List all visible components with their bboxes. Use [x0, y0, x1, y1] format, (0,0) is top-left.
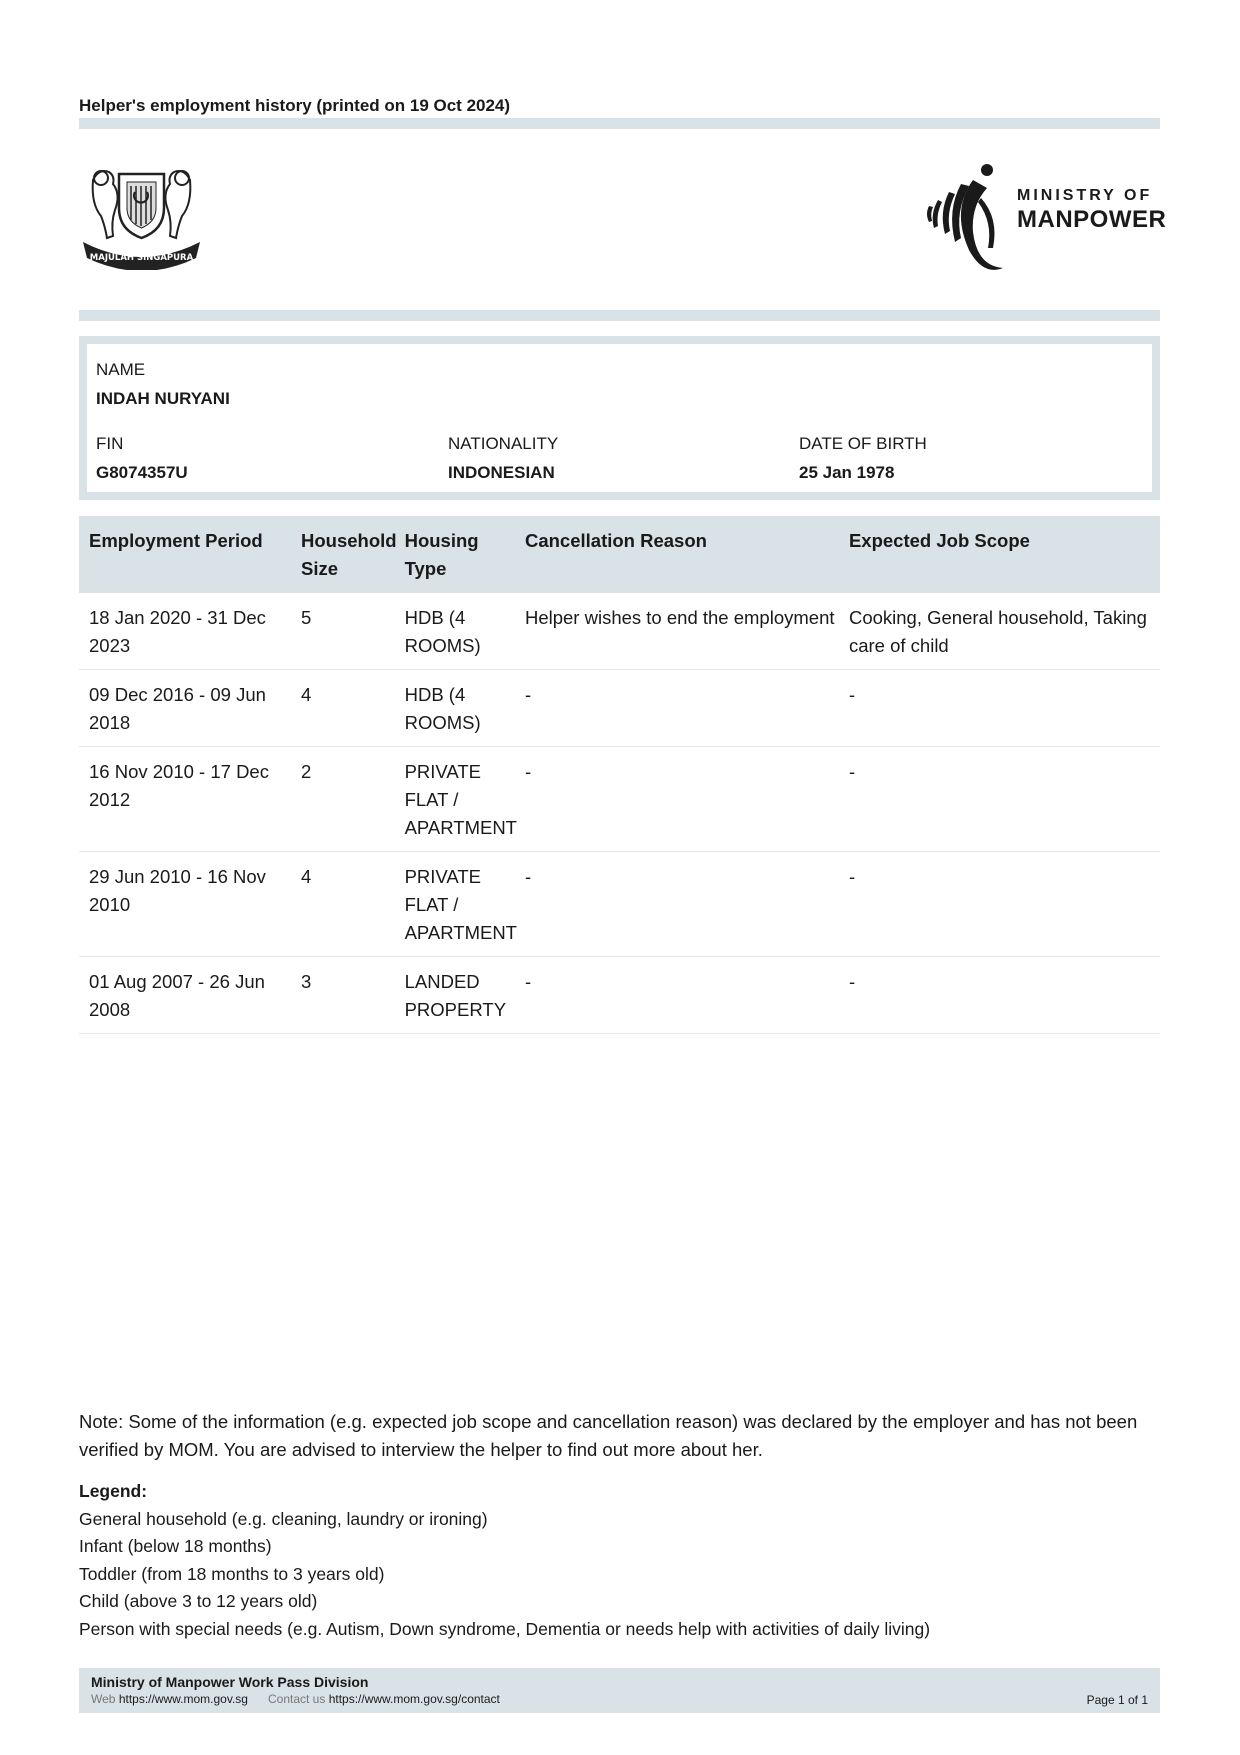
page-number: Page 1 of 1 — [1086, 1693, 1148, 1707]
legend-item: Infant (below 18 months) — [79, 1536, 272, 1556]
cell-expected-job-scope: - — [849, 747, 1160, 852]
cell-housing-type: PRIVATE FLAT / APARTMENT — [405, 852, 525, 957]
header-expected-job-scope: Expected Job Scope — [848, 530, 1030, 551]
table-row — [79, 747, 1160, 852]
mom-emblem-icon — [925, 158, 1015, 276]
legend-item: Child (above 3 to 12 years old) — [79, 1591, 318, 1611]
ministry-of-manpower-logo — [925, 158, 1167, 276]
footer-web-link[interactable]: https://www.mom.gov.sg — [118, 1692, 248, 1706]
cell-housing-type: HDB (4 ROOMS) — [405, 593, 525, 670]
cell-expected-job-scope: - — [849, 670, 1160, 747]
cell-housing-type: PRIVATE FLAT / APARTMENT — [405, 747, 525, 852]
fin-field — [96, 434, 188, 483]
cell-expected-job-scope: Cooking, General household, Taking care of child — [849, 593, 1160, 670]
cell-expected-job-scope: - — [849, 957, 1160, 1034]
cell-cancellation-reason: Helper wishes to end the employment — [525, 593, 849, 670]
dob-value: 25 Jan 1978 — [799, 463, 895, 482]
table-header-row — [79, 516, 1160, 593]
cell-cancellation-reason: - — [525, 670, 849, 747]
legend-item: Toddler (from 18 months to 3 years old) — [79, 1563, 385, 1584]
name-value: INDAH NURYANI — [96, 389, 230, 408]
legend — [79, 1478, 930, 1643]
logo-ministry-of: MINISTRY OF — [1017, 187, 1153, 204]
footer-organization: Ministry of Manpower Work Pass Division — [91, 1674, 369, 1690]
header-cancellation-reason: Cancellation Reason — [524, 530, 707, 551]
fin-value: G8074357U — [96, 463, 188, 482]
legend-item: General household (e.g. cleaning, laundry or ironing) — [79, 1508, 488, 1529]
cell-cancellation-reason: - — [525, 747, 849, 852]
table-row — [79, 957, 1160, 1034]
nationality-label: NATIONALITY — [448, 434, 559, 453]
top-divider-bar — [79, 118, 1160, 129]
name-field — [96, 360, 230, 409]
helper-info-box — [79, 336, 1160, 500]
footer-contact-label: Contact us — [267, 1692, 326, 1706]
cell-household-size: 4 — [293, 670, 405, 747]
header-household-size: Household Size — [301, 530, 397, 579]
cell-housing-type: LANDED PROPERTY — [405, 957, 525, 1034]
cell-employment-period: 16 Nov 2010 - 17 Dec 2012 — [79, 747, 293, 852]
legend-item: Person with special needs (e.g. Autism, Down syndrome, Dementia or needs help with activities of daily living) — [79, 1618, 931, 1639]
footer-links — [91, 1692, 1148, 1706]
header-housing-type: Housing Type — [404, 530, 479, 579]
cell-employment-period: 18 Jan 2020 - 31 Dec 2023 — [79, 593, 293, 670]
logo-manpower: MANPOWER — [1017, 206, 1167, 233]
cell-cancellation-reason: - — [525, 852, 849, 957]
cell-housing-type: HDB (4 ROOMS) — [405, 670, 525, 747]
page-footer — [79, 1668, 1160, 1713]
cell-household-size: 4 — [293, 852, 405, 957]
dob-label: DATE OF BIRTH — [799, 434, 927, 453]
nationality-value: INDONESIAN — [448, 463, 555, 482]
cell-employment-period: 01 Aug 2007 - 26 Jun 2008 — [79, 957, 293, 1034]
name-label: NAME — [96, 360, 146, 379]
verification-note: Note: Some of the information (e.g. expected job scope and cancellation reason) was declared by the employer and has not been verified by MOM. You are advised to interview the helper to find out more about her. — [79, 1411, 1138, 1460]
table-row — [79, 670, 1160, 747]
nationality-field — [448, 434, 558, 483]
cell-employment-period: 09 Dec 2016 - 09 Jun 2018 — [79, 670, 293, 747]
cell-household-size: 2 — [293, 747, 405, 852]
dob-field — [799, 434, 927, 483]
page-title: Helper's employment history (printed on 19 Oct 2024) — [79, 96, 511, 115]
table-row — [79, 852, 1160, 957]
cell-expected-job-scope: - — [849, 852, 1160, 957]
cell-household-size: 5 — [293, 593, 405, 670]
mid-divider-bar — [79, 310, 1160, 321]
table-row — [79, 593, 1160, 670]
crest-motto: MAJULAH SINGAPURA — [89, 253, 194, 263]
cell-household-size: 3 — [293, 957, 405, 1034]
footer-web-label: Web — [91, 1692, 116, 1706]
legend-title: Legend: — [79, 1481, 148, 1501]
cell-employment-period: 29 Jun 2010 - 16 Nov 2010 — [79, 852, 293, 957]
employment-history-table — [79, 516, 1160, 1034]
fin-label: FIN — [96, 434, 124, 453]
singapore-crest-logo — [79, 160, 204, 270]
header-employment-period: Employment Period — [89, 530, 263, 551]
cell-cancellation-reason: - — [525, 957, 849, 1034]
footer-contact-link[interactable]: https://www.mom.gov.sg/contact — [328, 1692, 500, 1706]
